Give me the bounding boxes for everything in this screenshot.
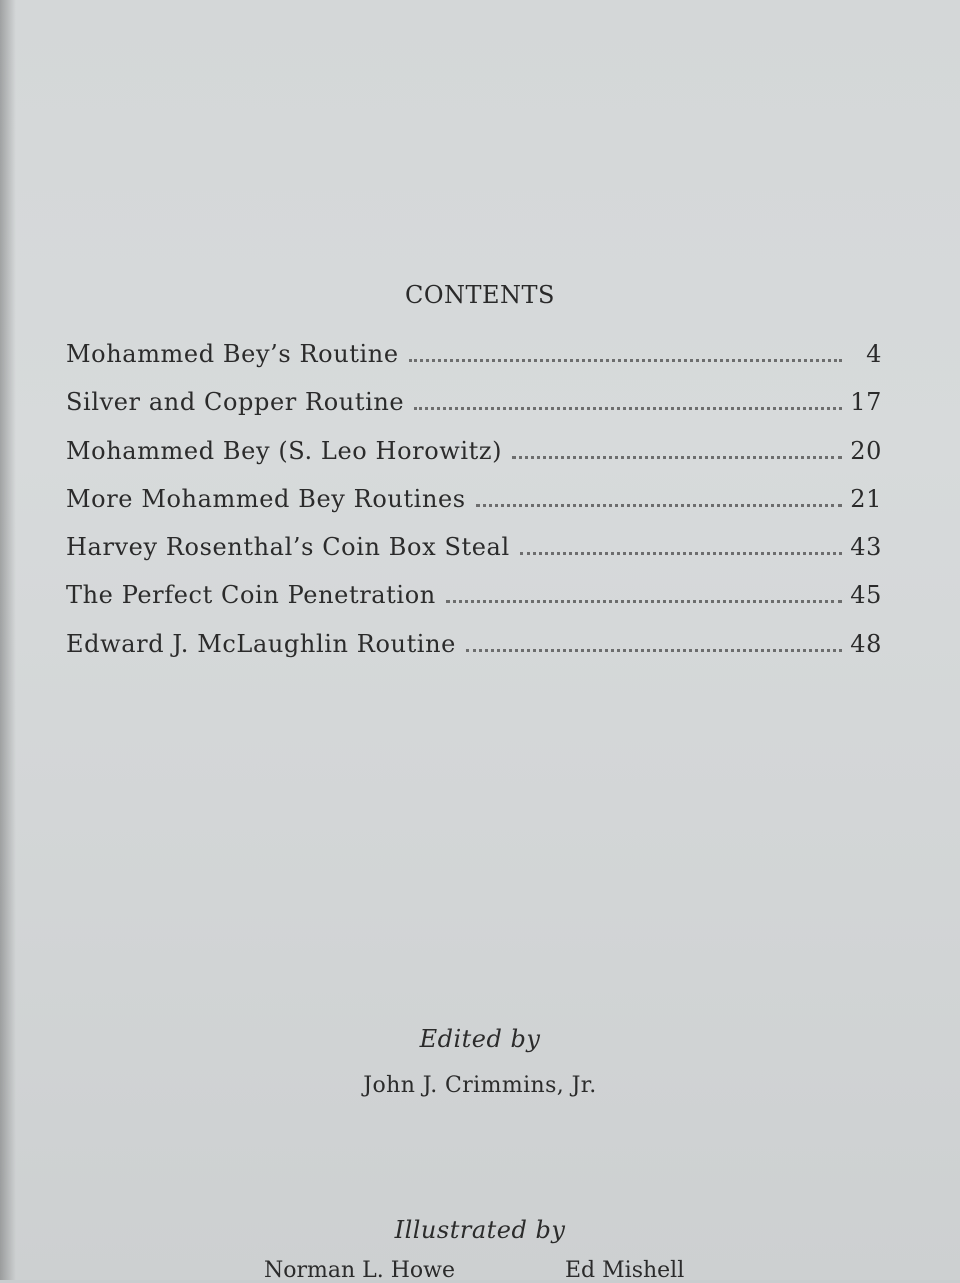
- toc-entry-page: 48: [850, 629, 882, 658]
- toc-entry: [66, 388, 882, 436]
- toc-entry: [66, 340, 882, 388]
- dot-leader: [446, 584, 842, 603]
- toc-entry-title: Edward J. McLaughlin Routine: [66, 629, 456, 658]
- toc-entry-title: Mohammed Bey (S. Leo Horowitz): [66, 436, 503, 465]
- toc-entry: [66, 630, 882, 678]
- toc-entry-page: 43: [850, 533, 882, 562]
- contents-heading: CONTENTS: [404, 281, 555, 309]
- toc-entry-title: Mohammed Bey’s Routine: [66, 340, 399, 368]
- toc-entry-page: 45: [850, 581, 882, 610]
- dot-leader: [414, 391, 842, 410]
- toc-entry: [66, 437, 882, 485]
- dot-leader: [512, 440, 842, 459]
- dot-leader: [476, 488, 842, 507]
- toc-entry-page: 4: [866, 340, 882, 368]
- toc-entry-title: More Mohammed Bey Routines: [66, 484, 466, 513]
- illustrated-by-label: Illustrated by: [394, 1216, 566, 1244]
- toc-entry-page: 20: [850, 436, 882, 465]
- toc-entry-title: The Perfect Coin Penetration: [66, 581, 436, 610]
- dot-leader: [409, 343, 842, 362]
- table-of-contents: [66, 340, 882, 678]
- toc-entry-title: Harvey Rosenthal’s Coin Box Steal: [66, 533, 510, 562]
- editor-name: John J. Crimmins, Jr.: [363, 1073, 597, 1098]
- toc-entry-page: 17: [850, 388, 882, 417]
- toc-entry-page: 21: [850, 484, 882, 513]
- toc-entry-title: Silver and Copper Routine: [66, 388, 405, 417]
- illustrator-name: Norman L. Howe: [264, 1258, 456, 1283]
- toc-entry: [66, 533, 882, 581]
- edited-by-label: Edited by: [419, 1025, 541, 1053]
- illustrator-name: Ed Mishell: [565, 1258, 685, 1283]
- toc-entry: [66, 581, 882, 629]
- toc-entry: [66, 485, 882, 533]
- dot-leader: [466, 633, 842, 652]
- dot-leader: [520, 536, 842, 555]
